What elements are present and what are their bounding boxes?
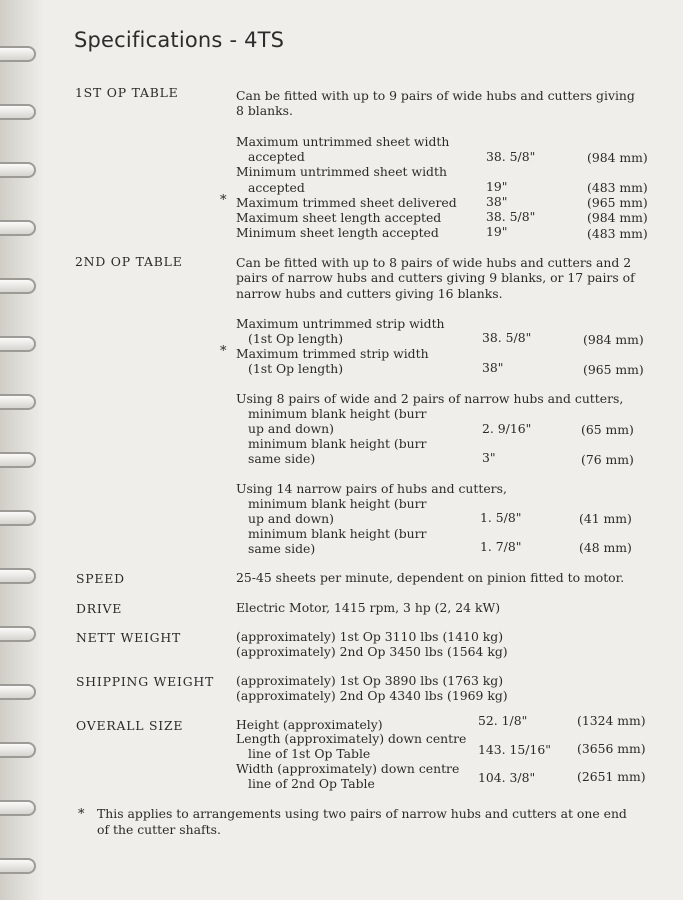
spec-name: minimum blank height (burr — [248, 406, 427, 421]
spec-metric: (965 mm) — [587, 195, 648, 210]
spec-name: line of 2nd Op Table — [248, 776, 375, 791]
page-title: Specifications - 4TS — [74, 28, 285, 52]
spec-metric: (984 mm) — [587, 210, 648, 225]
section-label-speed: SPEED — [76, 571, 125, 586]
spec-metric: (483 mm) — [587, 226, 648, 241]
binding-ring — [0, 220, 36, 236]
spec-metric: (48 mm) — [579, 540, 632, 555]
spec-name: (1st Op length) — [248, 331, 344, 346]
spec-name: accepted — [248, 180, 305, 195]
spec-name: Minimum untrimmed sheet width — [236, 164, 447, 179]
spec-name: accepted — [248, 149, 305, 164]
spec-imperial: 104. 3/8" — [478, 770, 536, 785]
spec-name: Maximum untrimmed strip width — [236, 316, 445, 331]
desc-line: pairs of narrow hubs and cutters giving 9 blanks, or 17 pairs of — [236, 270, 635, 285]
spec-imperial: 38. 5/8" — [486, 149, 536, 164]
spec-name: (1st Op length) — [248, 361, 344, 376]
weight-line: (approximately) 2nd Op 3450 lbs (1564 kg) — [236, 644, 508, 659]
weight-line: (approximately) 2nd Op 4340 lbs (1969 kg) — [236, 688, 508, 703]
binding-ring — [0, 742, 36, 758]
weight-line: (approximately) 1st Op 3110 lbs (1410 kg) — [236, 629, 504, 644]
group-heading: Using 14 narrow pairs of hubs and cutters, — [236, 481, 507, 496]
group-heading: Using 8 pairs of wide and 2 pairs of narrow hubs and cutters, — [236, 391, 624, 406]
spec-name: up and down) — [248, 511, 334, 526]
binding-ring — [0, 568, 36, 584]
desc-line: Can be fitted with up to 9 pairs of wide hubs and cutters giving — [236, 88, 635, 103]
section-label-2nd-op-table: 2ND OP TABLE — [75, 254, 183, 269]
binding-ring — [0, 336, 36, 352]
binding-ring — [0, 626, 36, 642]
spec-metric: (3656 mm) — [577, 741, 646, 756]
spec-name: Length (approximately) down centre — [236, 731, 467, 746]
section-label-1st-op-table: 1ST OP TABLE — [75, 85, 179, 100]
spec-name: Minimum sheet length accepted — [236, 225, 439, 240]
binding-ring — [0, 394, 36, 410]
spec-imperial: 1. 5/8" — [480, 510, 522, 525]
spec-metric: (65 mm) — [581, 422, 634, 437]
desc-line: narrow hubs and cutters giving 16 blanks. — [236, 286, 503, 301]
speed-value: 25-45 sheets per minute, dependent on pinion fitted to motor. — [236, 570, 625, 585]
spec-imperial: 143. 15/16" — [478, 742, 551, 757]
spec-imperial: 38. 5/8" — [486, 209, 536, 224]
spec-metric: (965 mm) — [583, 362, 644, 377]
binding-ring — [0, 162, 36, 178]
spec-name: minimum blank height (burr — [248, 526, 427, 541]
spec-metric: (76 mm) — [581, 452, 634, 467]
spec-name: minimum blank height (burr — [248, 496, 427, 511]
spec-name: Height (approximately) — [236, 717, 383, 732]
section-label-nett-weight: NETT WEIGHT — [76, 630, 182, 645]
spec-name: same side) — [248, 451, 316, 466]
section-label-shipping-weight: SHIPPING WEIGHT — [76, 674, 215, 689]
spec-name: minimum blank height (burr — [248, 436, 427, 451]
spec-name: Maximum sheet length accepted — [236, 210, 442, 225]
spec-imperial: 38" — [482, 360, 504, 375]
footnote-line: of the cutter shafts. — [97, 822, 221, 837]
spec-metric: (984 mm) — [583, 332, 644, 347]
spec-imperial: 3" — [482, 450, 496, 465]
spec-name: Maximum trimmed sheet delivered — [236, 195, 457, 210]
spec-metric: (483 mm) — [587, 180, 648, 195]
spec-name: Width (approximately) down centre — [236, 761, 460, 776]
binding-ring — [0, 46, 36, 62]
binding-ring — [0, 104, 36, 120]
desc-line: 8 blanks. — [236, 103, 293, 118]
weight-line: (approximately) 1st Op 3890 lbs (1763 kg) — [236, 673, 504, 688]
asterisk-mark: * — [220, 193, 227, 208]
spec-metric: (2651 mm) — [577, 769, 646, 784]
spec-imperial: 52. 1/8" — [478, 713, 528, 728]
desc-line: Can be fitted with up to 8 pairs of wide hubs and cutters and 2 — [236, 255, 632, 270]
spec-metric: (41 mm) — [579, 511, 632, 526]
section-label-overall-size: OVERALL SIZE — [76, 718, 184, 733]
asterisk-mark: * — [78, 807, 85, 822]
section-label-drive: DRIVE — [76, 601, 123, 616]
spec-name: line of 1st Op Table — [248, 746, 371, 761]
spec-imperial: 38" — [486, 194, 508, 209]
spec-imperial: 38. 5/8" — [482, 330, 532, 345]
spec-name: same side) — [248, 541, 316, 556]
asterisk-mark: * — [220, 344, 227, 359]
spec-name: Maximum trimmed strip width — [236, 346, 429, 361]
binding-ring — [0, 510, 36, 526]
spec-name: up and down) — [248, 421, 334, 436]
spec-metric: (984 mm) — [587, 150, 648, 165]
spec-metric: (1324 mm) — [577, 713, 646, 728]
spec-imperial: 1. 7/8" — [480, 539, 522, 554]
spiral-binding — [0, 0, 44, 900]
spec-imperial: 2. 9/16" — [482, 421, 532, 436]
binding-ring — [0, 684, 36, 700]
binding-ring — [0, 800, 36, 816]
spec-imperial: 19" — [486, 179, 508, 194]
footnote-line: This applies to arrangements using two pairs of narrow hubs and cutters at one end — [97, 806, 627, 821]
binding-ring — [0, 278, 36, 294]
binding-ring — [0, 452, 36, 468]
drive-value: Electric Motor, 1415 rpm, 3 hp (2, 24 kW) — [236, 600, 501, 615]
spec-imperial: 19" — [486, 224, 508, 239]
binding-ring — [0, 858, 36, 874]
spec-name: Maximum untrimmed sheet width — [236, 134, 450, 149]
